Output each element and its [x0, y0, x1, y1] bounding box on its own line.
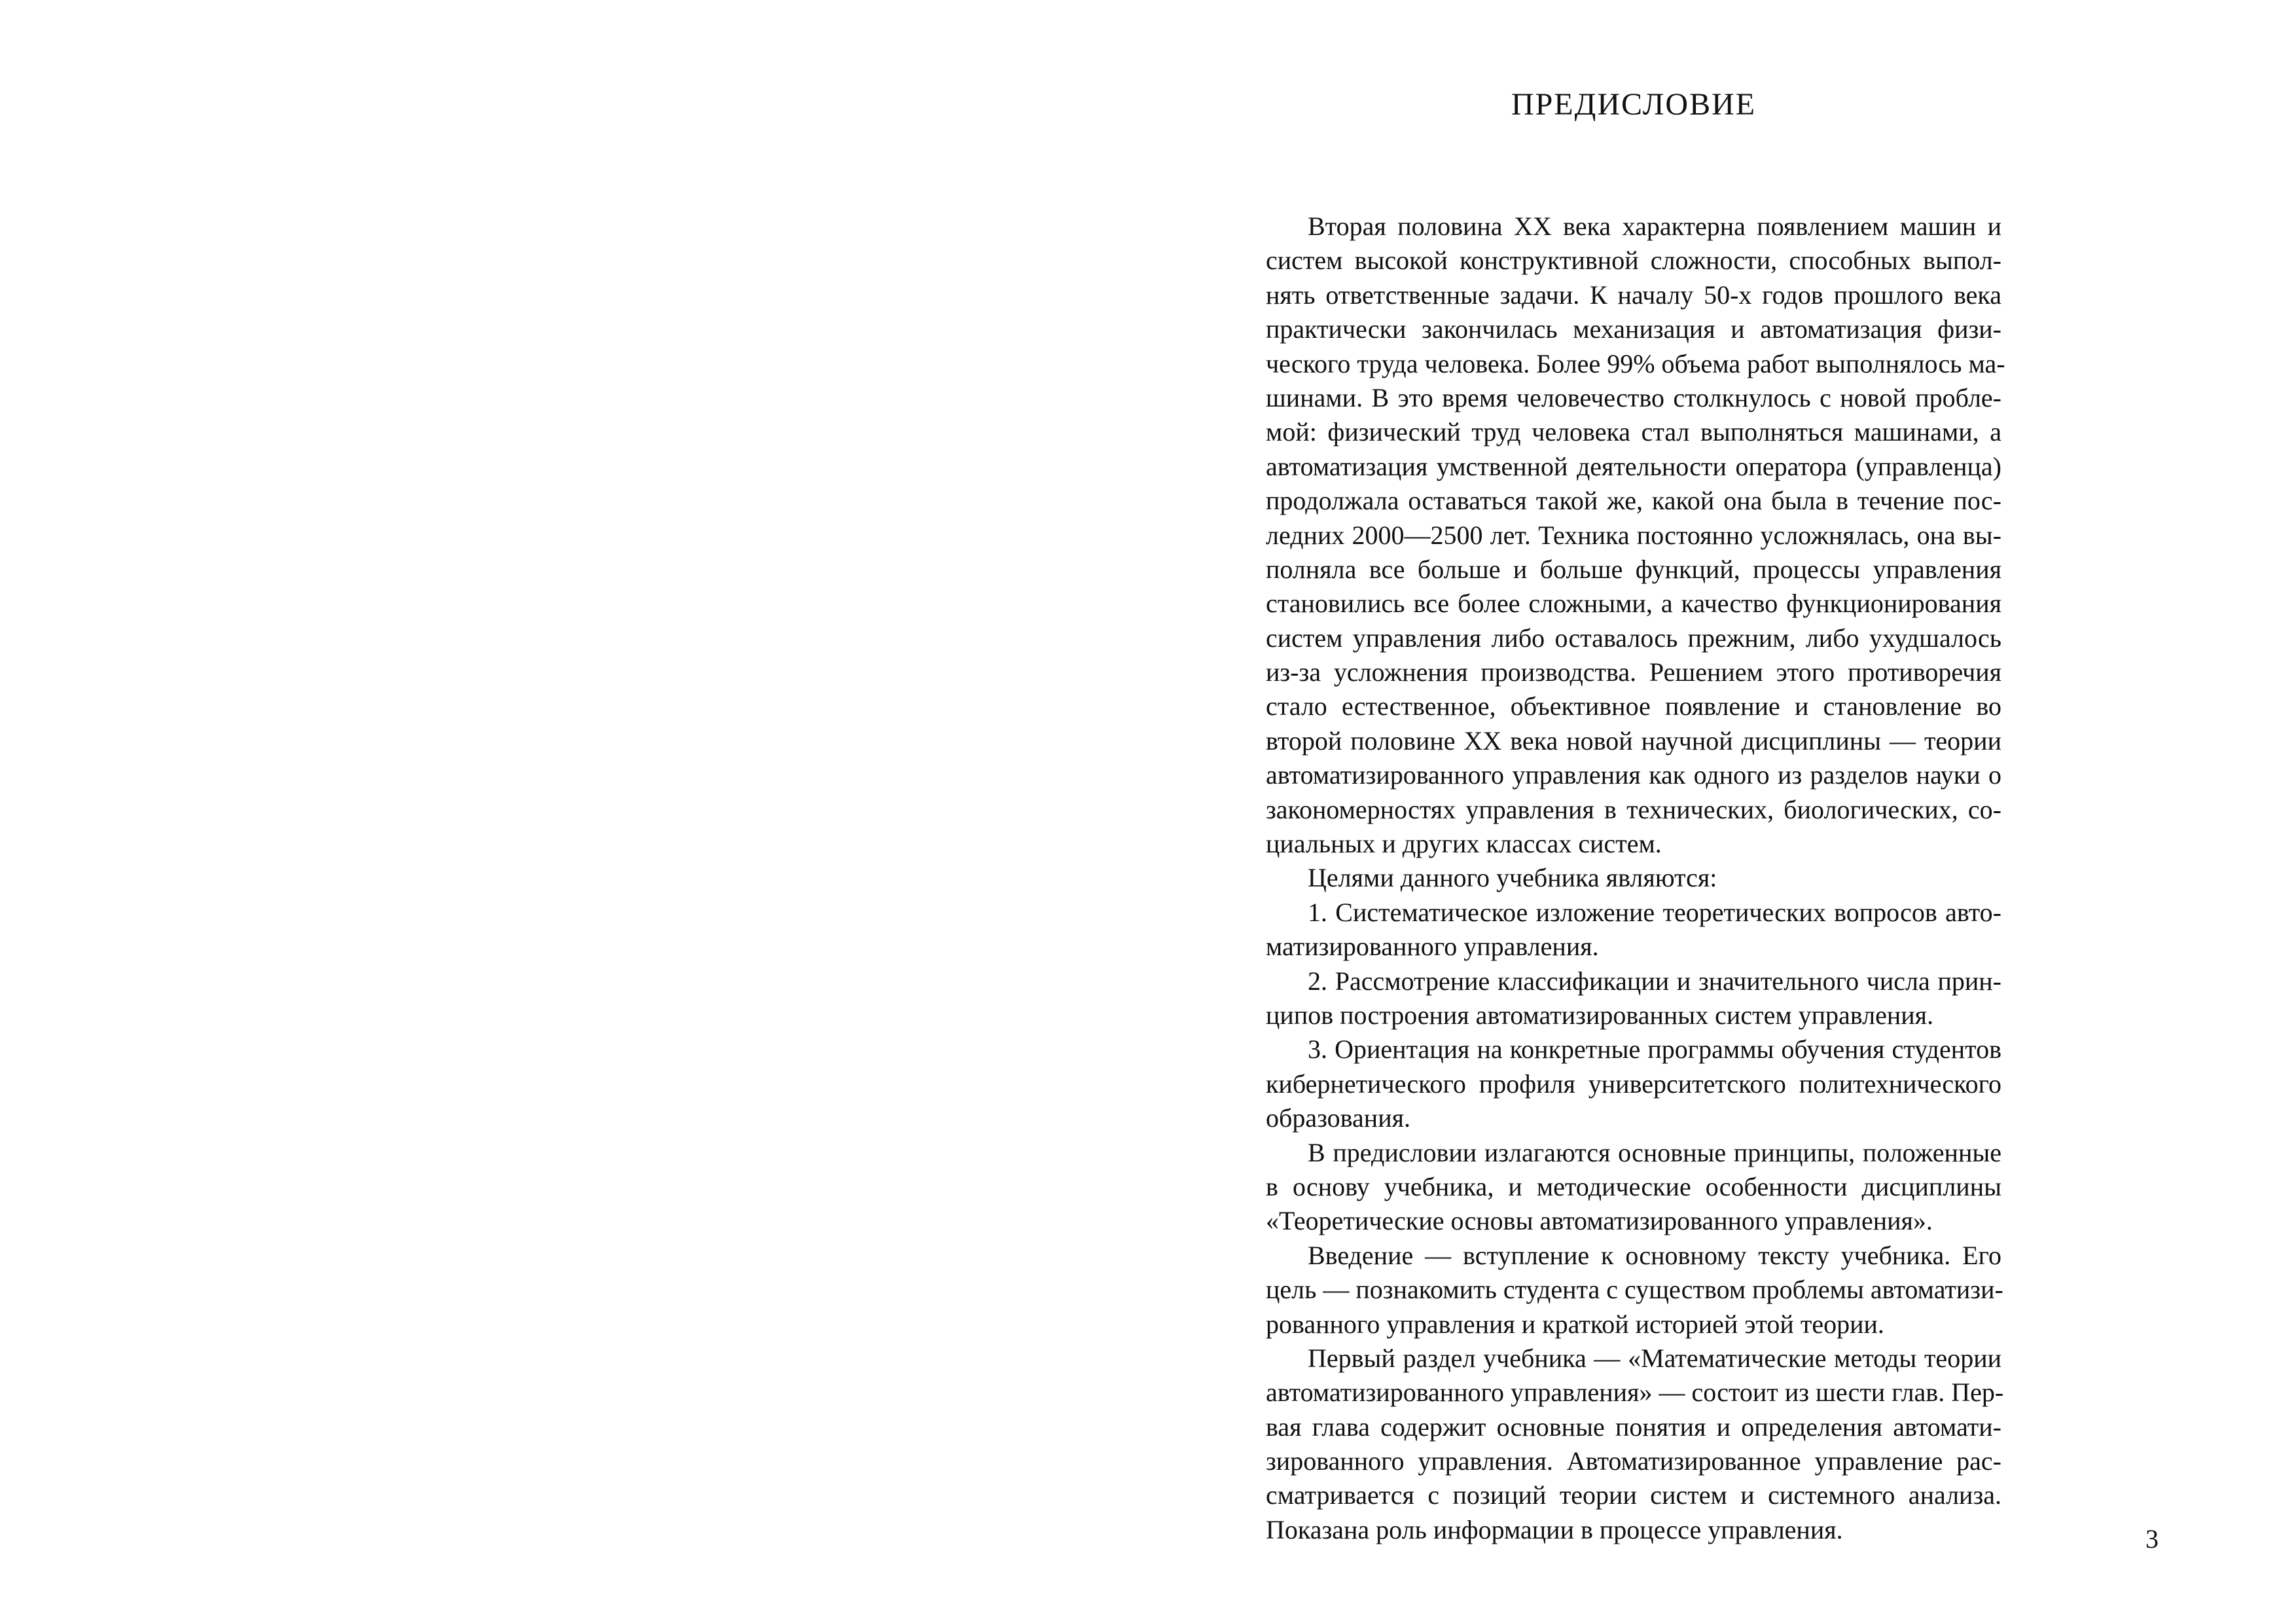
text-line: стало естественное, объективное появление и становление во	[1266, 691, 2001, 721]
text-line: систем высокой конструктивной сложности, способных выпол-	[1266, 246, 2001, 276]
text-line: из-за усложнения производства. Решением этого противоречия	[1266, 657, 2001, 687]
text-line: Вторая половина XX века характерна появлением машин и	[1308, 211, 2001, 241]
text-line: циальных и других классах систем.	[1266, 829, 1662, 859]
text-line: в основу учебника, и методические особенности дисциплины	[1266, 1171, 2001, 1201]
text-line: систем управления либо оставалось прежним, либо ухудшалось	[1266, 623, 2001, 653]
body-text	[1266, 210, 2005, 1547]
text-line: ципов построения автоматизированных систем управления.	[1266, 1000, 1934, 1030]
text-line: Введение — вступление к основному тексту учебника. Его	[1308, 1240, 2001, 1270]
text-line: Показана роль информации в процессе управления.	[1266, 1514, 1843, 1544]
text-line: нять ответственные задачи. К началу 50-х годов прошлого века	[1266, 280, 2001, 310]
text-line: автоматизация умственной деятельности оператора (управленца)	[1266, 451, 2001, 481]
text-line: закономерностях управления в технических, биологических, со-	[1266, 794, 2001, 824]
text-line: «Теоретические основы автоматизированного управления».	[1266, 1206, 1933, 1236]
text-line: Первый раздел учебника — «Математические методы теории	[1308, 1343, 2001, 1373]
text-line: вая глава содержит основные понятия и определения автомати-	[1266, 1412, 2001, 1442]
text-line: кибернетического профиля университетского политехнического	[1266, 1068, 2001, 1099]
text-line: сматривается с позиций теории систем и системного анализа.	[1266, 1480, 2001, 1510]
page-title: ПРЕДИСЛОВИЕ	[1511, 87, 1757, 122]
text-line: шинами. В это время человечество столкнулось с новой пробле-	[1266, 382, 2001, 412]
text-line: ческого труда человека. Более 99% объема работ выполнялось ма-	[1266, 348, 2005, 378]
text-line: мой: физический труд человека стал выполняться машинами, а	[1266, 417, 2001, 447]
text-line: 3. Ориентация на конкретные программы обучения студентов	[1308, 1034, 2001, 1065]
text-line: автоматизированного управления как одного из разделов науки о	[1266, 760, 2001, 790]
text-line: 1. Систематическое изложение теоретических вопросов авто-	[1308, 897, 2001, 927]
text-line: зированного управления. Автоматизированное управление рас-	[1266, 1446, 2001, 1476]
text-line: цель — познакомить студента с существом проблемы автоматизи-	[1266, 1275, 2003, 1305]
text-line: образования.	[1266, 1103, 1410, 1133]
text-line: рованного управления и краткой историей этой теории.	[1266, 1309, 1884, 1339]
text-line: Целями данного учебника являются:	[1308, 863, 1717, 893]
text-line: второй половине XX века новой научной дисциплины — теории	[1266, 725, 2001, 756]
text-line: 2. Рассмотрение классификации и значительного числа прин-	[1308, 966, 2001, 996]
text-line: практически закончилась механизация и автоматизация физи-	[1266, 314, 2001, 344]
text-line: полняла все больше и больше функций, процессы управления	[1266, 554, 2001, 584]
text-line: становились все более сложными, а качество функционирования	[1266, 589, 2001, 619]
right-page	[1148, 0, 2296, 1623]
text-line: автоматизированного управления» — состоит из шести глав. Пер-	[1266, 1377, 2004, 1408]
text-line: В предисловии излагаются основные принципы, положенные	[1308, 1137, 2001, 1167]
text-line: матизированного управления.	[1266, 932, 1599, 962]
text-line: ледних 2000—2500 лет. Техника постоянно усложнялась, она вы-	[1266, 520, 2001, 550]
text-line: продолжала оставаться такой же, какой она была в течение пос-	[1266, 486, 2001, 516]
page-number: 3	[2145, 1524, 2159, 1554]
